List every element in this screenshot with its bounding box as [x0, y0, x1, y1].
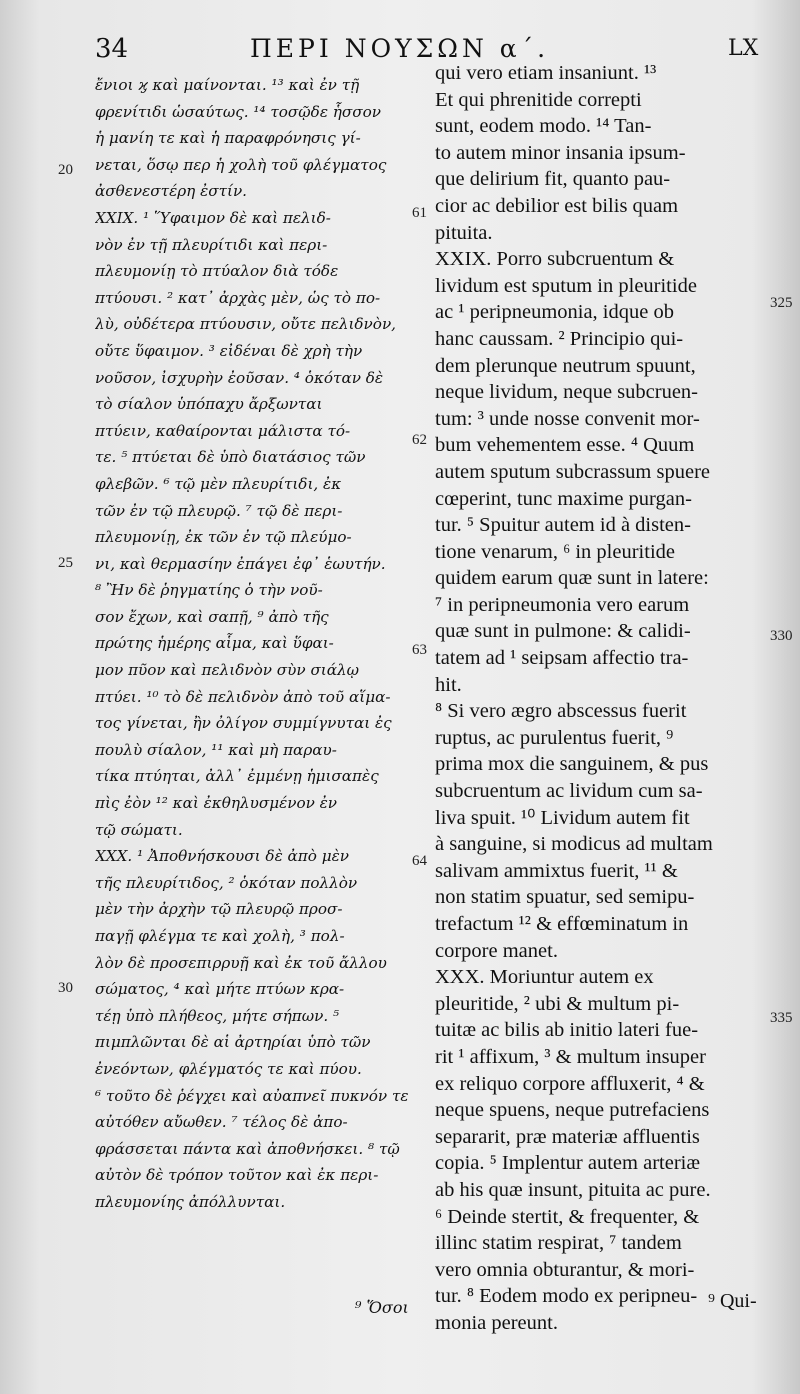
- latin-text-line: à sanguine, si modicus ad multam: [435, 833, 713, 856]
- latin-text-line: Et qui phrenitide correpti: [435, 88, 642, 111]
- latin-text-line: tur. ⁸ Eodem modo ex peripneu-: [435, 1285, 698, 1308]
- latin-text-line: tione venarum, ⁶ in pleuritide: [435, 540, 675, 563]
- margin-line-number: 30: [58, 980, 73, 996]
- greek-text-line: μον πῦον καὶ πελιδνὸν σὺν σιάλῳ: [95, 661, 360, 680]
- latin-text-line: tum: ³ unde nosse convenit mor-: [435, 407, 700, 430]
- greek-text-line: φλεβῶν. ⁶ τῷ μὲν πλευρίτιδι, ἐκ: [95, 474, 342, 493]
- latin-text-line: bum vehementem esse. ⁴ Quum: [435, 434, 695, 457]
- latin-text-line: dem plerunque neutrum spuunt,: [435, 354, 696, 377]
- latin-text-line: ⁶ Deinde stertit, & frequenter, &: [435, 1205, 700, 1228]
- latin-text-line: ruptus, ac purulentus fuerit, ⁹: [435, 726, 674, 749]
- latin-text-line: cior ac debilior est bilis quam: [435, 194, 679, 217]
- latin-text-line: monia pereunt.: [435, 1311, 558, 1334]
- page-number: 34: [95, 34, 129, 64]
- latin-text-line: quæ sunt in pulmone: & calidi-: [435, 620, 691, 643]
- latin-text-line: rit ¹ affixum, ³ & multum insuper: [435, 1045, 706, 1068]
- latin-text-line: ⁸ Si vero ægro abscessus fuerit: [435, 700, 687, 723]
- greek-text-line: μὲν τὴν ἀρχὴν τῷ πλευρῷ προσ-: [95, 900, 343, 919]
- latin-text-line: tur. ⁵ Spuitur autem id à disten-: [435, 514, 691, 537]
- latin-text-line: quidem earum quæ sunt in latere:: [435, 567, 709, 590]
- greek-text-line: XXX. ¹ Ἀποθνήσκουσι δὲ ἀπὸ μὲν: [95, 847, 350, 866]
- latin-text-line: ac ¹ peripneumonia, idque ob: [435, 301, 674, 324]
- margin-line-number: 20: [58, 162, 73, 178]
- greek-text-line: πλευμονίης ἀπόλλυνται.: [95, 1192, 286, 1211]
- latin-text-line: liva spuit. ¹⁰ Lividum autem fit: [435, 806, 690, 829]
- greek-text-line: νὸν ἐν τῇ πλευρίτιδι καὶ περι-: [95, 235, 328, 254]
- margin-ref-number: 325: [770, 295, 793, 311]
- latin-text-line: XXX. Moriuntur autem ex: [435, 966, 654, 989]
- latin-text-line: lividum est sputum in pleuritide: [435, 274, 697, 297]
- latin-text-line: neque lividum, neque subcruen-: [435, 381, 699, 404]
- margin-ref-number: 62: [412, 432, 427, 448]
- latin-text-line: XXIX. Porro subcruentum &: [435, 248, 675, 271]
- greek-text-line: αὐτόθεν αὔωθεν. ⁷ τέλος δὲ ἀπο-: [95, 1113, 348, 1132]
- latin-text-column: [435, 60, 770, 1337]
- greek-text-line: νεται, ὅσῳ περ ἡ χολὴ τοῦ φλέγματος: [95, 155, 387, 174]
- greek-text-line: οὔτε ὕφαιμον. ³ εἰδέναι δὲ χρὴ τὴν: [95, 341, 363, 360]
- section-mark: LX: [728, 36, 759, 61]
- greek-text-line: ἐνεόντων, φλέγματός τε καὶ πύου.: [95, 1059, 362, 1078]
- latin-text-line: copia. ⁵ Implentur autem arteriæ: [435, 1152, 701, 1175]
- latin-text-line: tatem ad ¹ seipsam affectio tra-: [435, 647, 689, 670]
- greek-text-line: τέῃ ὑπὸ πλήθεος, μήτε σήπων. ⁵: [95, 1006, 340, 1025]
- greek-text-line: πτύει. ¹⁰ τὸ δὲ πελιδνὸν ἀπὸ τοῦ αἵμα-: [95, 687, 391, 706]
- greek-text-line: τίκα πτύηται, ἀλλ᾽ ἐμμένῃ ἡμισαπὲς: [95, 767, 379, 786]
- greek-text-line: XXIX. ¹ Ὕφαιμον δὲ καὶ πελιδ-: [95, 208, 331, 227]
- greek-text-line: νοῦσον, ἰσχυρὴν ἐοῦσαν. ⁴ ὁκόταν δὲ: [95, 368, 384, 387]
- greek-text-line: ἀσθενεστέρη ἐστίν.: [95, 182, 248, 201]
- latin-text-line: illinc statim respirat, ⁷ tandem: [435, 1232, 682, 1255]
- latin-text-line: sunt, eodem modo. ¹⁴ Tan-: [435, 115, 652, 138]
- latin-text-line: to autem minor insania ipsum-: [435, 141, 686, 164]
- greek-text-line: φρενίτιδι ὡσαύτως. ¹⁴ τοσῷδε ἧσσον: [95, 102, 382, 121]
- latin-text-line: hit.: [435, 673, 462, 696]
- greek-text-line: πλευμονίῃ τὸ πτύαλον διὰ τόδε: [95, 262, 339, 281]
- greek-text-line: ἡ μανίη τε καὶ ἡ παραφρόνησις γί-: [95, 129, 361, 148]
- greek-text-line: τῷ σώματι.: [95, 820, 183, 839]
- latin-text-line: cœperint, tunc maxime purgan-: [435, 487, 692, 510]
- greek-text-line: ἔνιοι ϗ καὶ μαίνονται. ¹³ καὶ ἐν τῇ: [95, 76, 360, 94]
- latin-text-line: qui vero etiam insaniunt. ¹³: [435, 62, 657, 84]
- greek-text-line: τος γίνεται, ἢν ὀλίγον συμμίγνυται ἐς: [95, 714, 392, 733]
- latin-text-line: corpore manet.: [435, 939, 558, 962]
- greek-text-line: σώματος, ⁴ καὶ μήτε πτύων κρα-: [95, 980, 345, 999]
- latin-text-line: autem sputum subcrassum spuere: [435, 460, 710, 483]
- greek-text-line: ⁶ τοῦτο δὲ ῥέγχει καὶ αὐαπνεῖ πυκνόν τε: [95, 1086, 409, 1105]
- latin-text-line: subcruentum ac lividum cum sa-: [435, 780, 703, 803]
- latin-text-line: ab his quæ insunt, pituita ac pure.: [435, 1178, 711, 1201]
- latin-text-line: pituita.: [435, 221, 493, 244]
- latin-text-line: pleuritide, ² ubi & multum pi-: [435, 992, 680, 1015]
- greek-text-line: σον ἔχων, καὶ σαπῇ, ⁹ ἀπὸ τῆς: [95, 607, 329, 626]
- margin-ref-number: 64: [412, 853, 427, 869]
- greek-text-line: πτύουσι. ² κατ᾽ ἀρχὰς μὲν, ὡς τὸ πο-: [95, 288, 381, 307]
- greek-text-line: αὐτὸν δὲ τρόπον τοῦτον καὶ ἐκ περι-: [95, 1166, 379, 1185]
- latin-text-line: non statim spuatur, sed semipu-: [435, 886, 695, 909]
- greek-text-line: νι, καὶ θερμασίην ἐπάγει ἐφ᾽ ἑωυτήν.: [95, 554, 386, 573]
- margin-ref-number: 61: [412, 205, 427, 221]
- latin-text-line: neque spuens, neque putrefaciens: [435, 1099, 710, 1122]
- margin-ref-number: 335: [770, 1010, 793, 1026]
- greek-text-line: τε. ⁵ πτύεται δὲ ὑπὸ διατάσιος τῶν: [95, 448, 366, 467]
- greek-text-line: τὸ σίαλον ὑπόπαχυ ἄρξωνται: [95, 395, 323, 414]
- latin-text-line: tuitæ ac bilis ab initio lateri fue-: [435, 1019, 699, 1042]
- latin-text-line: que delirium fit, quanto pau-: [435, 168, 671, 191]
- greek-text-line: πρώτης ἡμέρης αἷμα, καὶ ὕφαι-: [95, 634, 334, 653]
- latin-text-line: vero omnia obturantur, & mori-: [435, 1258, 695, 1281]
- greek-text-line: τῆς πλευρίτιδος, ² ὁκόταν πολλὸν: [95, 873, 358, 892]
- latin-text-line: separarit, præ materiæ affluentis: [435, 1125, 700, 1148]
- latin-text-line: ex reliquo corpore affluxerit, ⁴ &: [435, 1072, 705, 1095]
- greek-text-line: λὺ, οὐδέτερα πτύουσιν, οὔτε πελιδνὸν,: [95, 315, 396, 334]
- greek-text-line: πτύειν, καθαίρονται μάλιστα τό-: [95, 421, 351, 440]
- latin-catchword: ⁹ Qui-: [708, 1290, 757, 1312]
- greek-text-line: πιμπλῶνται δὲ αἱ ἀρτηρίαι ὑπὸ τῶν: [95, 1033, 371, 1052]
- latin-text-line: prima mox die sanguinem, & pus: [435, 753, 709, 776]
- greek-catchword: ⁹ Ὅσοι: [355, 1298, 409, 1317]
- greek-text-column: [95, 72, 425, 1216]
- margin-ref-number: 63: [412, 642, 427, 658]
- greek-text-line: φράσσεται πάντα καὶ ἀποθνήσκει. ⁸ τῷ: [95, 1139, 400, 1158]
- greek-text-line: πλευμονίῃ, ἐκ τῶν ἐν τῷ πλεύμο-: [95, 528, 352, 547]
- margin-line-number: 25: [58, 555, 73, 571]
- greek-text-line: ⁸ Ἢν δὲ ῥηγματίης ὁ τὴν νοῦ-: [95, 581, 323, 600]
- greek-text-line: πὶς ἐὸν ¹² καὶ ἐκθηλυσμένον ἐν: [95, 794, 338, 813]
- greek-text-line: παγῇ φλέγμα τε καὶ χολὴ, ³ πολ-: [95, 927, 345, 945]
- latin-text-line: hanc caussam. ² Principio qui-: [435, 327, 684, 350]
- latin-text-line: trefactum ¹² & effœminatum in: [435, 913, 689, 935]
- greek-text-line: λὸν δὲ προσεπιρρυῇ καὶ ἐκ τοῦ ἄλλου: [95, 953, 387, 972]
- margin-ref-number: 330: [770, 628, 793, 644]
- latin-text-line: salivam ammixtus fuerit, ¹¹ &: [435, 859, 678, 882]
- latin-text-line: ⁷ in peripneumonia vero earum: [435, 593, 690, 616]
- greek-text-line: πουλὺ σίαλον, ¹¹ καὶ μὴ παραυ-: [95, 740, 337, 759]
- running-title: ΠΕΡΙ ΝΟΥΣΩΝ α΄.: [250, 34, 550, 63]
- greek-text-line: τῶν ἐν τῷ πλευρῷ. ⁷ τῷ δὲ περι-: [95, 501, 343, 520]
